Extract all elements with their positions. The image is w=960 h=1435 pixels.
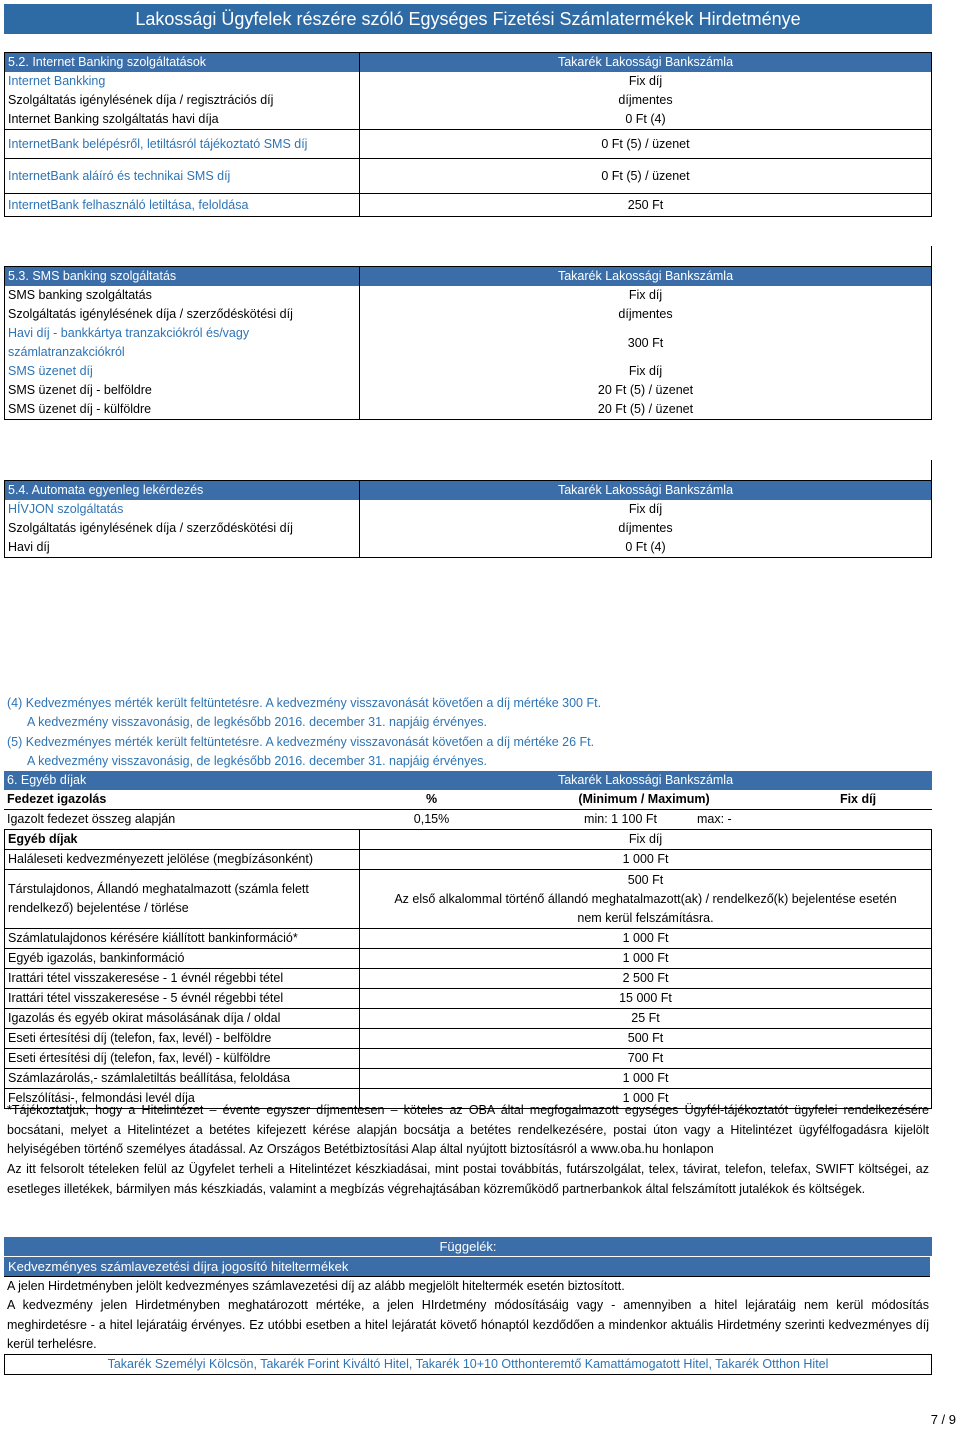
row-label: Irattári tétel visszakeresése - 5 évnél régebbi tétel xyxy=(5,989,360,1009)
row-label-line1: Havi díj - bankkártya tranzakciókról és/vagy xyxy=(8,326,250,340)
row-value: 0 Ft (4) xyxy=(360,538,932,558)
minmax-header: (Minimum / Maximum) xyxy=(578,792,710,806)
row-label: SMS üzenet díj xyxy=(5,362,360,381)
row-value: 1 000 Ft xyxy=(360,1069,932,1089)
row-label: Szolgáltatás igénylésének díja / szerződéskötési díj xyxy=(5,519,360,538)
row-value: Fix díj xyxy=(360,500,932,519)
row-value: Fix díj xyxy=(360,362,932,381)
row-label: InternetBank felhasználó letiltása, feloldása xyxy=(5,194,360,217)
igazolt-percent: 0,15% xyxy=(413,812,450,826)
column-header: Takarék Lakossági Bankszámla xyxy=(360,481,932,501)
tars-value-line3: nem kerül felszámításra. xyxy=(577,910,714,925)
row-value: 2 500 Ft xyxy=(360,969,932,989)
row-value: 1 000 Ft xyxy=(360,1089,932,1109)
other-fees-list xyxy=(4,829,932,1109)
igazolt-max: max: - xyxy=(697,812,732,826)
row-value: 15 000 Ft xyxy=(360,989,932,1009)
row-value: 250 Ft xyxy=(360,194,932,217)
section-header: 6. Egyéb díjak xyxy=(4,771,359,790)
row-value: 0 Ft (4) xyxy=(360,110,932,130)
row-label: Számlazárolás,- számlaletiltás beállítása, feloldása xyxy=(5,1069,360,1089)
row-value: 1 000 Ft xyxy=(360,929,932,949)
row-label: Eseti értesítési díj (telefon, fax, levél) - belföldre xyxy=(5,1029,360,1049)
divider xyxy=(931,246,932,266)
row-label: Egyéb igazolás, bankinformáció xyxy=(5,949,360,969)
row-label: Internet Bankking xyxy=(5,72,360,91)
row-value: 1 000 Ft xyxy=(360,949,932,969)
sms-banking-table xyxy=(4,266,932,420)
row-value: díjmentes xyxy=(360,305,932,324)
row-value: díjmentes xyxy=(360,519,932,538)
percent-header: % xyxy=(425,792,438,806)
footnote-4-validity: A kedvezmény visszavonásig, de legkésőbb 2016. december 31. napjáig érvényes. xyxy=(27,715,488,729)
row-label: Internet Banking szolgáltatás havi díja xyxy=(5,110,360,130)
page-number: 7 / 9 xyxy=(930,1412,956,1427)
row-label: InternetBank belépésről, letiltásról tájékoztató SMS díj xyxy=(5,130,360,159)
egyeb-value: Fix díj xyxy=(360,830,932,850)
row-label: Szolgáltatás igénylésének díja / szerződéskötési díj xyxy=(5,305,360,324)
fix-header: Fix díj xyxy=(839,792,877,806)
row-label: Igazolás és egyéb okirat másolásának díja / oldal xyxy=(5,1009,360,1029)
row-label: Haláleseti kedvezményezett jelölése (megbízásonként) xyxy=(5,850,360,870)
row-value: díjmentes xyxy=(360,91,932,110)
column-header: Takarék Lakossági Bankszámla xyxy=(360,267,932,287)
appendix-title: Függelék: xyxy=(4,1237,932,1256)
igazolt-min: min: 1 100 Ft xyxy=(584,812,657,826)
row-value: 0 Ft (5) / üzenet xyxy=(360,130,932,159)
fedezet-label: Fedezet igazolás xyxy=(7,792,107,806)
row-label-line2: számlatranzakciókról xyxy=(8,345,125,359)
row-label xyxy=(5,870,360,929)
divider xyxy=(931,460,932,480)
igazolt-fix xyxy=(784,810,932,830)
footnote-5-validity: A kedvezmény visszavonásig, de legkésőbb 2016. december 31. napjáig érvényes. xyxy=(27,754,488,768)
expenses-paragraph: Az itt felsorolt tételeken felül az Ügyfelet terheli a Hitelintézet készkiadásai, mint postai továbbítás, futárszolgálat, telex, távirat, telefon, telefax, SWIFT költségei, az esetleges illetékek, bármilyen más készkiadás, valamint a megbízás végrehajtásában közreműködő partnerbankok által felszámított jutalékok és költségek. xyxy=(7,1162,929,1196)
section-header: 5.4. Automata egyenleg lekérdezés xyxy=(5,481,360,501)
tars-label-line1: Társtulajdonos, Állandó meghatalmazott (számla felett xyxy=(8,882,309,896)
column-header: Takarék Lakossági Bankszámla xyxy=(360,53,932,73)
row-value xyxy=(360,870,932,929)
row-value: Fix díj xyxy=(360,286,932,305)
footnote-5: (5) Kedvezményes mérték került feltüntetésre. A kedvezmény visszavonását követően a díj mértéke 26 Ft. xyxy=(7,735,595,749)
row-value: 20 Ft (5) / üzenet xyxy=(360,381,932,400)
row-value: 20 Ft (5) / üzenet xyxy=(360,400,932,420)
egyeb-label: Egyéb díjak xyxy=(5,830,360,850)
row-label: Irattári tétel visszakeresése - 1 évnél régebbi tétel xyxy=(5,969,360,989)
igazolt-label: Igazolt fedezet összeg alapján xyxy=(7,812,176,826)
row-label: Eseti értesítési díj (telefon, fax, levél) - külföldre xyxy=(5,1049,360,1069)
other-fees-table xyxy=(4,771,932,830)
row-label: SMS üzenet díj - külföldre xyxy=(5,400,360,420)
tars-value-line1: 500 Ft xyxy=(627,872,664,887)
row-value: 300 Ft xyxy=(360,324,932,362)
row-label xyxy=(5,324,360,362)
row-label: SMS üzenet díj - belföldre xyxy=(5,381,360,400)
section-header: 5.2. Internet Banking szolgáltatások xyxy=(5,53,360,73)
balance-query-table xyxy=(4,480,932,558)
appendix-paragraph-2: A kedvezmény jelen Hirdetményben meghatározott mértéke, a jelen HIrdetmény módosításáig vagy - amennyiben a hitel lejáratáig nem kerül módosítás meghirdetésre - a hitel lejáratáig érvényes. Ez utóbbi esetben a hitel lejáratát követő hónaptól kezdődően a mindenkor aktuális Hirdetmény szerinti kedvezményes díj kerül terhelésre. xyxy=(7,1298,929,1351)
section-header: 5.3. SMS banking szolgáltatás xyxy=(5,267,360,287)
tars-value-line2: Az első alkalommal történő állandó meghatalmazott(ak) / rendelkező(k) bejelentése esetén xyxy=(394,891,897,906)
row-label: InternetBank aláíró és technikai SMS díj xyxy=(5,159,360,194)
row-value: 500 Ft xyxy=(360,1029,932,1049)
internet-banking-table xyxy=(4,52,932,217)
row-value: 1 000 Ft xyxy=(360,850,932,870)
appendix-products: Takarék Személyi Kölcsön, Takarék Forint Kiváltó Hitel, Takarék 10+10 Otthonteremtő Kamattámogatott Hitel, Takarék Otthon Hitel xyxy=(4,1354,932,1375)
row-value: 700 Ft xyxy=(360,1049,932,1069)
row-label: Felszólítási-, felmondási levél díja xyxy=(5,1089,360,1109)
row-label: Havi díj xyxy=(5,538,360,558)
footnote-4: (4) Kedvezményes mérték került feltüntetésre. A kedvezmény visszavonását követően a díj mértéke 300 Ft. xyxy=(7,696,602,710)
row-label: HÍVJON szolgáltatás xyxy=(5,500,360,519)
row-label: SMS banking szolgáltatás xyxy=(5,286,360,305)
row-value: 0 Ft (5) / üzenet xyxy=(360,159,932,194)
row-label: Szolgáltatás igénylésének díja / regisztrációs díj xyxy=(5,91,360,110)
row-value: Fix díj xyxy=(360,72,932,91)
row-value: 25 Ft xyxy=(360,1009,932,1029)
bank-info-paragraph: *Tájékoztatjuk, hogy a Hitelintézet – évente egyszer díjmentesen – köteles az OBA által megfogalmazott egységes Ügyfél-tájékoztatót ügyfelei rendelkezésére bocsátani, melyet a Hitelintézet a betétes kifejezett kérése alapján bocsátja a betétes rendelkezésére, postai úton vagy a Hitelintézet ügyfélfogadásra kijelölt helyiségében történő személyes átadással. Az Országos Betétbiztosítási Alap által nyújtott biztosításról a www.oba.hu honlapon xyxy=(7,1103,929,1156)
appendix-paragraph-1: A jelen Hirdetményben jelölt kedvezményes számlavezetési díj az alább megjelölt hiteltermék esetén biztosított. xyxy=(7,1279,625,1293)
document-title: Lakossági Ügyfelek részére szóló Egységes Fizetési Számlatermékek Hirdetménye xyxy=(4,4,932,34)
column-header: Takarék Lakossági Bankszámla xyxy=(359,771,932,790)
igazolt-minmax xyxy=(504,810,784,830)
appendix-subtitle: Kedvezményes számlavezetési díjra jogosító hiteltermékek xyxy=(4,1257,930,1277)
row-label: Számlatulajdonos kérésére kiállított bankinformáció* xyxy=(5,929,360,949)
tars-label-line2: rendelkező) bejelentése / törlése xyxy=(8,901,189,915)
